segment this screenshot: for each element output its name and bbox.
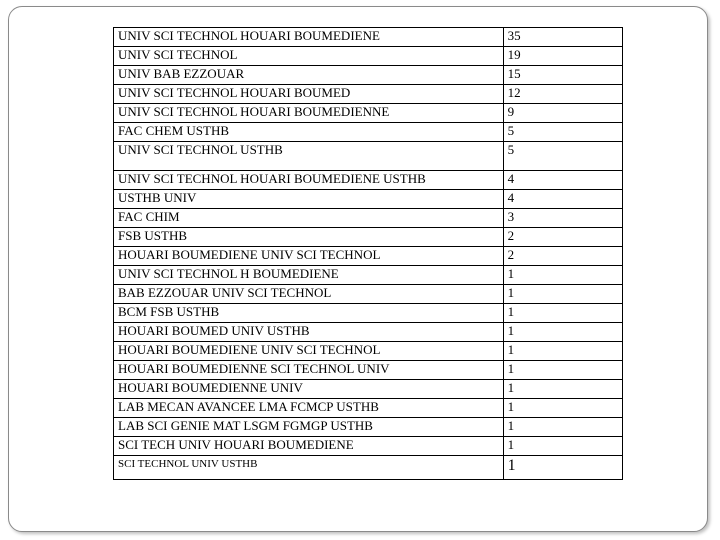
table-row: [114, 247, 623, 266]
affiliation-name: LAB SCI GENIE MAT LSGM FGMGP USTHB: [114, 418, 504, 437]
affiliation-name: UNIV SCI TECHNOL H BOUMEDIENE: [114, 266, 504, 285]
affiliation-count: 3: [503, 209, 622, 228]
affiliation-name: USTHB UNIV: [114, 190, 504, 209]
affiliation-count: 1: [503, 380, 622, 399]
affiliation-count: 1: [503, 285, 622, 304]
affiliation-count: 2: [503, 228, 622, 247]
affiliation-name: FAC CHIM: [114, 209, 504, 228]
table-row: [114, 190, 623, 209]
affiliation-name: SCI TECH UNIV HOUARI BOUMEDIENE: [114, 437, 504, 456]
affiliation-name: UNIV BAB EZZOUAR: [114, 66, 504, 85]
table-row: [114, 171, 623, 190]
affiliation-name: UNIV SCI TECHNOL: [114, 47, 504, 66]
affiliation-count: 5: [503, 123, 622, 142]
affiliation-name: HOUARI BOUMEDIENE UNIV SCI TECHNOL: [114, 342, 504, 361]
affiliation-name: HOUARI BOUMEDIENNE UNIV: [114, 380, 504, 399]
affiliation-count: 15: [503, 66, 622, 85]
affiliation-table-body: [114, 28, 623, 480]
affiliation-table: [113, 27, 623, 480]
table-row: [114, 142, 623, 171]
affiliation-count: 1: [503, 361, 622, 380]
slide-frame: [8, 6, 708, 532]
affiliation-count: 12: [503, 85, 622, 104]
affiliation-count: 4: [503, 190, 622, 209]
affiliation-name: UNIV SCI TECHNOL HOUARI BOUMEDIENE: [114, 28, 504, 47]
affiliation-name: SCI TECHNOL UNIV USTHB: [114, 456, 504, 480]
affiliation-name: HOUARI BOUMEDIENE UNIV SCI TECHNOL: [114, 247, 504, 266]
affiliation-count: 4: [503, 171, 622, 190]
table-row: [114, 47, 623, 66]
table-row: [114, 228, 623, 247]
affiliation-count: 2: [503, 247, 622, 266]
table-row: [114, 456, 623, 480]
affiliation-name: UNIV SCI TECHNOL HOUARI BOUMEDIENE USTHB: [114, 171, 504, 190]
affiliation-name: HOUARI BOUMEDIENNE SCI TECHNOL UNIV: [114, 361, 504, 380]
table-row: [114, 209, 623, 228]
table-row: [114, 285, 623, 304]
table-row: [114, 304, 623, 323]
table-row: [114, 323, 623, 342]
table-row: [114, 104, 623, 123]
affiliation-count: 1: [503, 342, 622, 361]
table-row: [114, 66, 623, 85]
table-row: [114, 85, 623, 104]
affiliation-name: UNIV SCI TECHNOL USTHB: [114, 142, 504, 171]
affiliation-count: 1: [503, 399, 622, 418]
affiliation-count: 1: [503, 266, 622, 285]
affiliation-count: 19: [503, 47, 622, 66]
affiliation-count: 5: [503, 142, 622, 171]
affiliation-name: FSB USTHB: [114, 228, 504, 247]
affiliation-count: 35: [503, 28, 622, 47]
table-row: [114, 380, 623, 399]
affiliation-count: 1: [503, 304, 622, 323]
table-row: [114, 418, 623, 437]
affiliation-count: 9: [503, 104, 622, 123]
affiliation-count: 1: [503, 456, 622, 480]
table-row: [114, 123, 623, 142]
affiliation-count: 1: [503, 323, 622, 342]
table-row: [114, 361, 623, 380]
affiliation-name: UNIV SCI TECHNOL HOUARI BOUMED: [114, 85, 504, 104]
table-row: [114, 266, 623, 285]
affiliation-name: HOUARI BOUMED UNIV USTHB: [114, 323, 504, 342]
affiliation-name: FAC CHEM USTHB: [114, 123, 504, 142]
affiliation-name: UNIV SCI TECHNOL HOUARI BOUMEDIENNE: [114, 104, 504, 123]
affiliation-count: 1: [503, 437, 622, 456]
affiliation-name: BCM FSB USTHB: [114, 304, 504, 323]
affiliation-name: BAB EZZOUAR UNIV SCI TECHNOL: [114, 285, 504, 304]
affiliation-name: LAB MECAN AVANCEE LMA FCMCP USTHB: [114, 399, 504, 418]
affiliation-count: 1: [503, 418, 622, 437]
table-row: [114, 342, 623, 361]
table-row: [114, 437, 623, 456]
table-row: [114, 399, 623, 418]
table-row: [114, 28, 623, 47]
